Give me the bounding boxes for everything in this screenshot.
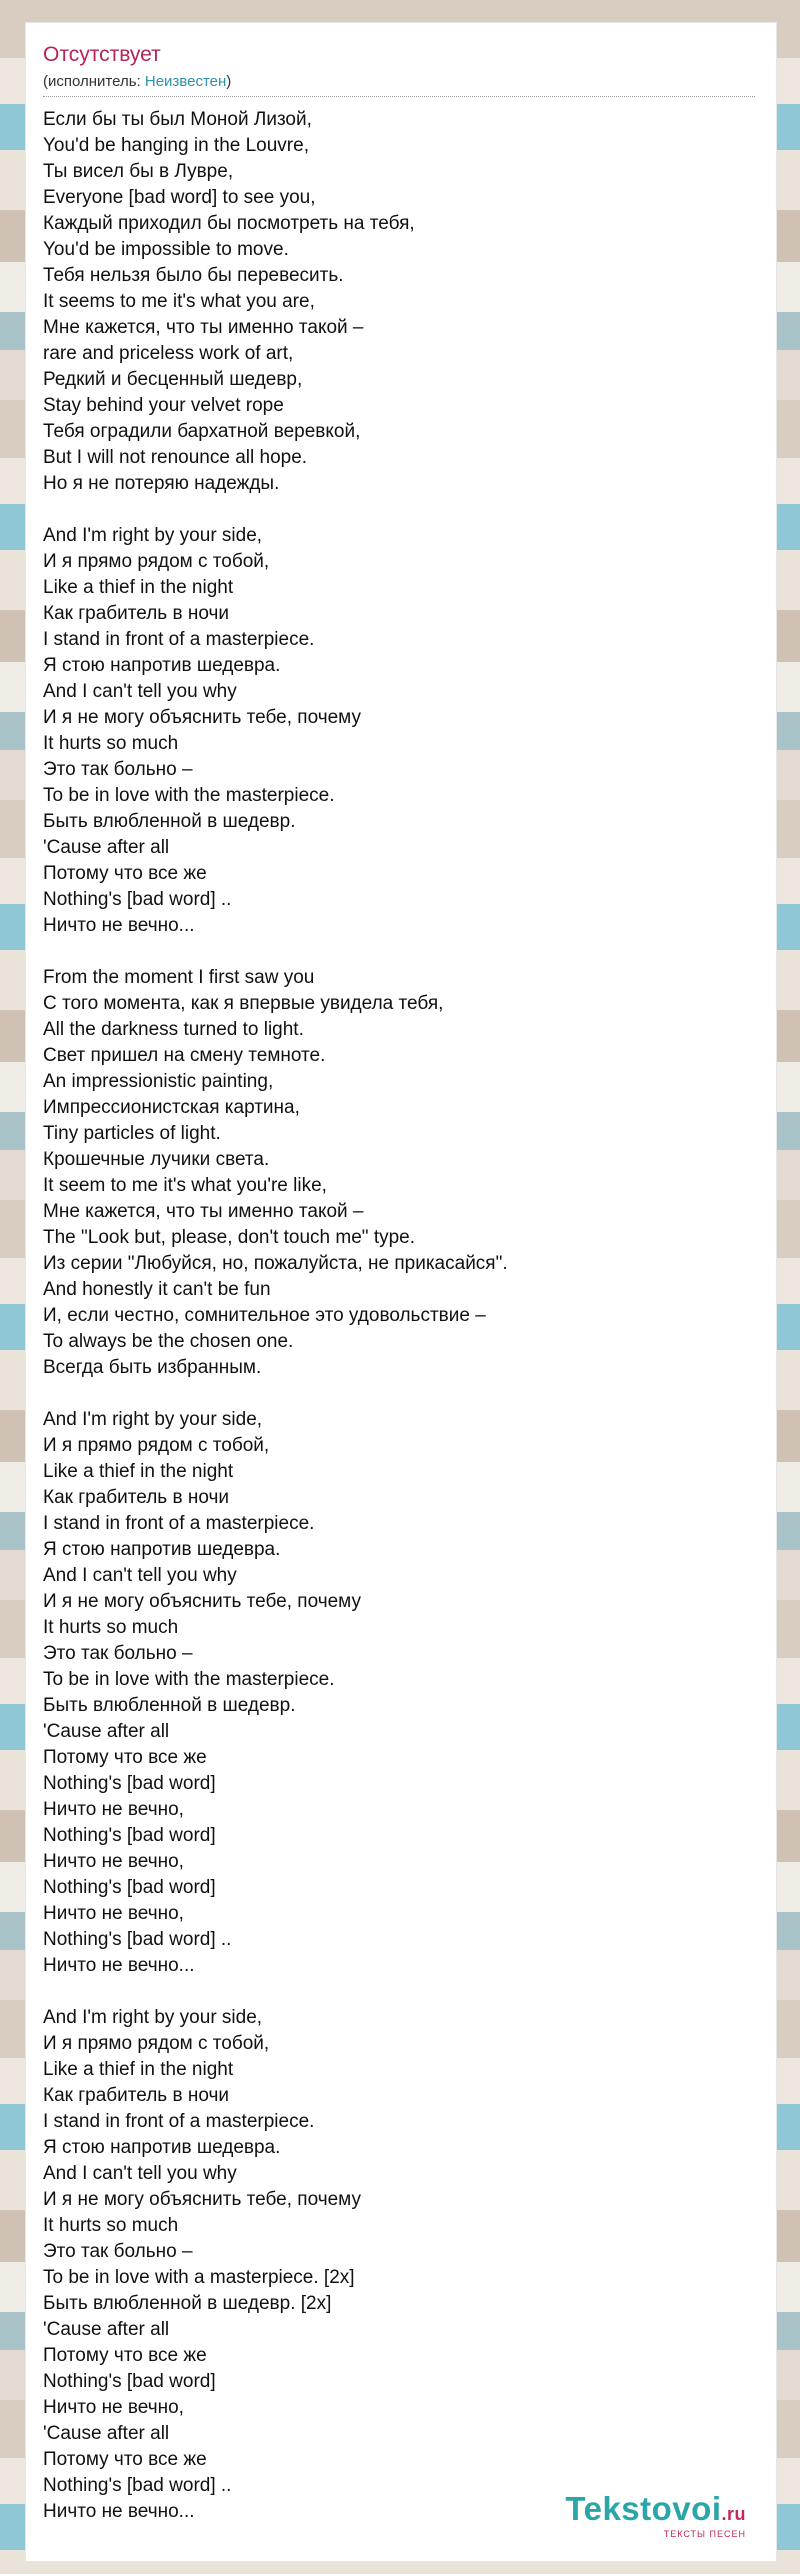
title-divider bbox=[43, 96, 755, 97]
logo-main-text: Tekstovoi bbox=[565, 2490, 722, 2527]
lyrics-card bbox=[25, 22, 777, 2562]
logo-tld: .ru bbox=[721, 2504, 746, 2524]
artist-link[interactable]: Неизвестен bbox=[144, 73, 227, 90]
logo-tagline: ТЕКСТЫ ПЕСЕН bbox=[663, 2529, 746, 2539]
lyrics-text: Если бы ты был Моной Лизой, You'd be hanging in the Louvre, Ты висел бы в Лувре, Everyone [bad word] to see you, Каждый приходил бы посмотреть на тебя, You'd be impossible to move. Тебя нельзя было бы перевесить. It seems to me it's what you are, Мне кажется, что ты именно такой – rare and priceless work of art, Редкий и бесценный шедевр, Stay behind your velvet rope Тебя оградили бархатной веревкой, But I will not renounce all hope. Но я не потеряю надежды. And I'm right by your side, И я прямо рядом с тобой, Like a thief in the night Как грабитель в ночи I stand in front of a masterpiece. Я стою напротив шедевра. And I can't tell you why И я не могу объяснить тебе, почему It hurts so much Это так больно – To be in love with the masterpiece. Быть влюбленной в шедевр. 'Cause after all Потому что все же Nothing's [bad word] .. Ничто не вечно... From the moment I first saw you С того момента, как я впервые увидела тебя, All the darkness turned to light. Свет пришел на смену темноте. An impressionistic painting, Импрессионистская картина, Tiny particles of light. Крошечные лучики света. It seem to me it's what you're like, Мне кажется, что ты именно такой – The "Look but, please, don't touch me" type. Из серии "Любуйся, но, пожалуйста, не прикасайся". And honestly it can't be fun И, если честно, сомнительное это удовольствие – To always be the chosen one. Всегда быть избранным. And I'm right by your side, И я прямо рядом с тобой, Like a thief in the night Как грабитель в ночи I stand in front of a masterpiece. Я стою напротив шедевра. And I can't tell you why И я не могу объяснить тебе, почему It hurts so much Это так больно – To be in love with the masterpiece. Быть влюбленной в шедевр. 'Cause after all Потому что все же Nothing's [bad word] Ничто не вечно, Nothing's [bad word] Ничто не вечно, Nothing's [bad word] Ничто не вечно, Nothing's [bad word] .. Ничто не вечно... And I'm right by your side, И я прямо рядом с тобой, Like a thief in the night Как грабитель в ночи I stand in front of a masterpiece. Я стою напротив шедевра. And I can't tell you why И я не могу объяснить тебе, почему It hurts so much Это так больно – To be in love with a masterpiece. [2x] Быть влюбленной в шедевр. [2x] 'Cause after all Потому что все же Nothing's [bad word] Ничто не вечно, 'Cause after all Потому что все же Nothing's [bad word] .. Ничто не вечно... bbox=[43, 109, 508, 2522]
artist-line bbox=[43, 73, 231, 90]
song-title: Отсутствует bbox=[43, 43, 161, 66]
site-logo[interactable] bbox=[565, 2492, 746, 2539]
artist-prefix: (исполнитель: bbox=[43, 73, 145, 90]
logo-wordmark bbox=[565, 2492, 746, 2531]
artist-suffix: ) bbox=[226, 73, 232, 90]
